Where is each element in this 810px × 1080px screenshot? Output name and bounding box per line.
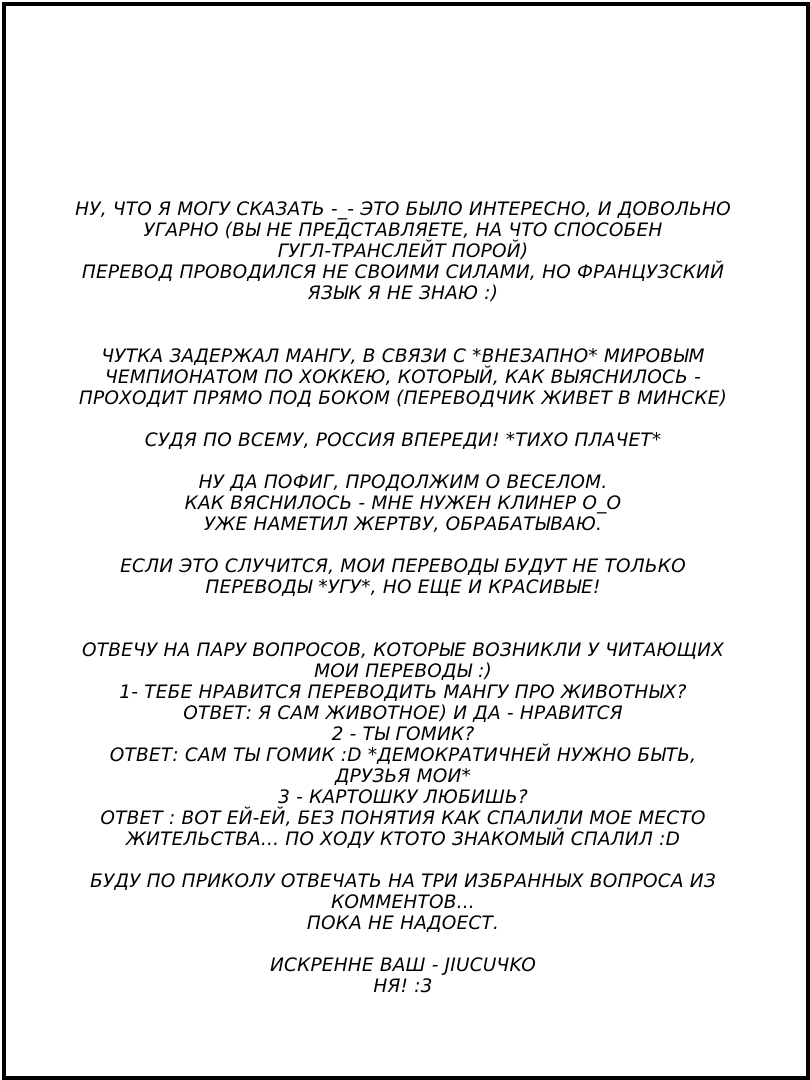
note-line: ПОКА НЕ НАДОЕСТ.	[306, 913, 500, 934]
note-line: ОТВЕТ : ВОТ ЕЙ-ЕЙ, БЕЗ ПОНЯТИЯ КАК СПАЛИЛИ МОЕ МЕСТО	[100, 808, 706, 829]
note-line: ОТВЕТ: САМ ТЫ ГОМИК :D *ДЕМОКРАТИЧНЕЙ НУЖНО БЫТЬ,	[109, 745, 697, 766]
note-line: ДРУЗЬЯ МОИ*	[335, 766, 471, 787]
note-line: МОИ ПЕРЕВОДЫ :)	[314, 661, 492, 682]
note-line: БУДУ ПО ПРИКОЛУ ОТВЕЧАТЬ НА ТРИ ИЗБРАННЫХ ВОПРОСА ИЗ	[90, 871, 716, 892]
spacer	[0, 598, 806, 640]
note-line: 1- ТЕБЕ НРАВИТСЯ ПЕРЕВОДИТЬ МАНГУ ПРО ЖИВОТНЫХ?	[119, 682, 687, 703]
note-line: НЯ! :3	[373, 976, 433, 997]
note-line: ЯЗЫК Я НЕ ЗНАЮ :)	[307, 283, 499, 304]
translator-note	[0, 199, 806, 997]
note-paragraph-comments	[0, 871, 806, 934]
note-line: 2 - ТЫ ГОМИК?	[331, 724, 475, 745]
spacer	[0, 535, 806, 556]
note-line: УГАРНО (ВЫ НЕ ПРЕДСТАВЛЯЕТЕ, НА ЧТО СПОСОБЕН	[143, 220, 663, 241]
note-signature	[0, 955, 806, 997]
note-line: ПРОХОДИТ ПРЯМО ПОД БОКОМ (ПЕРЕВОДЧИК ЖИВЕТ В МИНСКЕ)	[78, 388, 728, 409]
note-paragraph-intro	[0, 199, 806, 304]
note-paragraph-cleaner	[0, 472, 806, 535]
spacer	[0, 451, 806, 472]
note-line: ЖИТЕЛЬСТВА... ПО ХОДУ КТОТО ЗНАКОМЫЙ СПАЛИЛ :D	[125, 829, 681, 850]
note-line: КАК ВЯСНИЛОСЬ - МНЕ НУЖЕН КЛИНЕР О_О	[184, 493, 622, 514]
note-line: НУ, ЧТО Я МОГУ СКАЗАТЬ -_- ЭТО БЫЛО ИНТЕРЕСНО, И ДОВОЛЬНО	[75, 199, 731, 220]
note-line: 3 - КАРТОШКУ ЛЮБИШЬ?	[278, 787, 528, 808]
note-line: КОММЕНТОВ...	[331, 892, 475, 913]
note-line: ОТВЕТ: Я САМ ЖИВОТНОЕ) И ДА - НРАВИТСЯ	[183, 703, 623, 724]
note-line: ПЕРЕВОДЫ *УГУ*, НО ЕЩЕ И КРАСИВЫЕ!	[205, 577, 601, 598]
note-paragraph-russia	[0, 430, 806, 451]
note-paragraph-pretty	[0, 556, 806, 598]
note-line: ЕСЛИ ЭТО СЛУЧИТСЯ, МОИ ПЕРЕВОДЫ БУДУТ НЕ ТОЛЬКО	[120, 556, 686, 577]
note-line: ИСКРЕННЕ ВАШ - JIUCUЧKO	[269, 955, 537, 976]
note-paragraph-delay	[0, 346, 806, 409]
note-line: УЖЕ НАМЕТИЛ ЖЕРТВУ, ОБРАБАТЫВАЮ.	[203, 514, 603, 535]
note-line: ЧЕМПИОНАТОМ ПО ХОККЕЮ, КОТОРЫЙ, КАК ВЫЯСНИЛОСЬ -	[104, 367, 702, 388]
note-line: ОТВЕЧУ НА ПАРУ ВОПРОСОВ, КОТОРЫЕ ВОЗНИКЛИ У ЧИТАЮЩИХ	[81, 640, 725, 661]
spacer	[0, 409, 806, 430]
note-line: НУ ДА ПОФИГ, ПРОДОЛЖИМ О ВЕСЕЛОМ.	[198, 472, 608, 493]
spacer	[0, 934, 806, 955]
note-line: ГУГЛ-ТРАНСЛЕЙТ ПОРОЙ)	[277, 241, 529, 262]
spacer	[0, 304, 806, 346]
note-line: ПЕРЕВОД ПРОВОДИЛСЯ НЕ СВОИМИ СИЛАМИ, НО ФРАНЦУЗСКИЙ	[81, 262, 725, 283]
note-line: ЧУТКА ЗАДЕРЖАЛ МАНГУ, В СВЯЗИ С *ВНЕЗАПНО* МИРОВЫМ	[101, 346, 705, 367]
note-line: СУДЯ ПО ВСЕМУ, РОССИЯ ВПЕРЕДИ! *ТИХО ПЛАЧЕТ*	[144, 430, 662, 451]
note-paragraph-qa	[0, 640, 806, 850]
spacer	[0, 850, 806, 871]
